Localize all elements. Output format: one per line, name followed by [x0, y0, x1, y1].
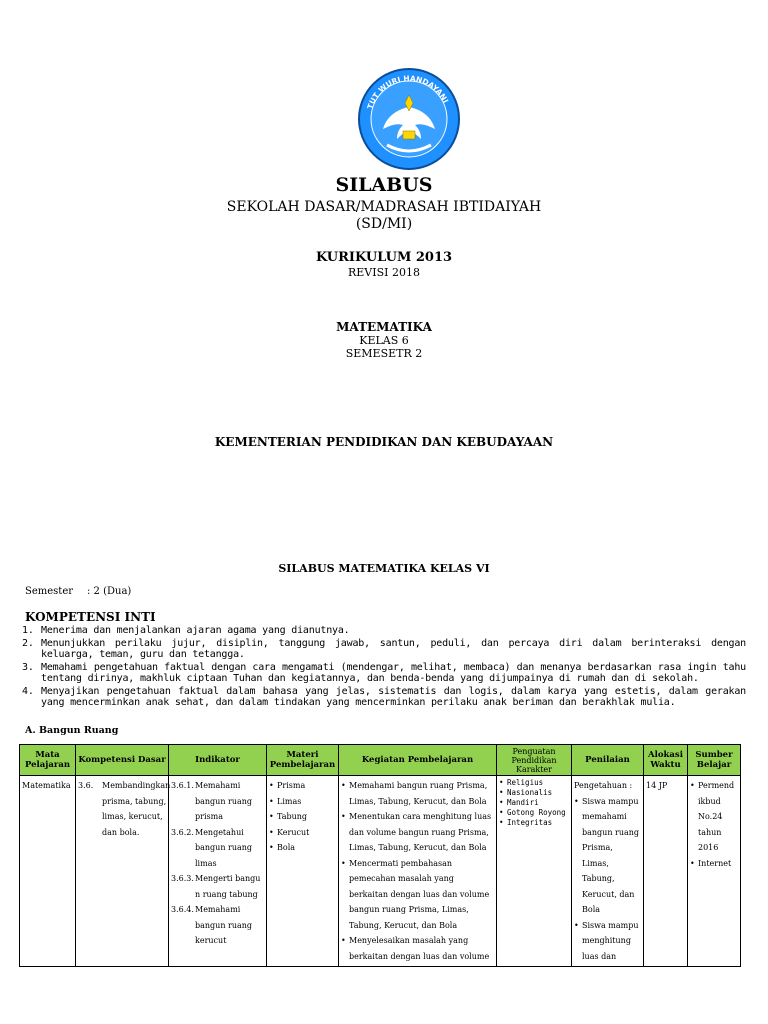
- ki-list: [22, 625, 746, 710]
- kd-num: 3.6.: [78, 781, 94, 790]
- list-item: • Integritas: [499, 818, 553, 827]
- list-item: • Siswa mampu menghitung luas dan: [574, 920, 639, 961]
- header-mata-pelajaran: Mata Pelajaran: [20, 745, 76, 776]
- curriculum: KURIKULUM 2013: [315, 250, 453, 265]
- semester-row: [25, 586, 131, 597]
- school-name: SEKOLAH DASAR/MADRASAH IBTIDAIYAH: [226, 199, 542, 215]
- semester-label: SEMESETR 2: [345, 347, 423, 360]
- list-item: • Siswa mampu memahami bangun ruang Prisma, Limas, Tabung, Kerucut, dan Bola: [574, 796, 640, 914]
- header-kegiatan: Kegiatan Pembelajaran: [339, 745, 497, 776]
- indicator-item: 3.6.2. Mengetahui bangun ruang limas: [171, 827, 253, 868]
- list-item: • Memahami bangun ruang Prisma, Limas, Tabung, Kerucut, dan Bola: [341, 781, 488, 806]
- cell-kd: [76, 776, 169, 967]
- cover-title: SILABUS: [335, 174, 433, 196]
- tut-wuri-handayani-logo: [357, 67, 461, 171]
- cell-assessment: [572, 776, 644, 967]
- ki-item: 4. Menyajikan pengetahuan faktual dalam bahasa yang jelas, sistematis dan logis, dalam karya yang estetis, dalam gerakan yang mencerminkan anak sehat, dan dalam tindakan yang mencerminkan perilaku anak beriman dan berakhlak mulia.: [22, 685, 746, 708]
- ki-item: 1. Menerima dan menjalankan ajaran agama yang dianutnya.: [22, 625, 350, 636]
- header-penilaian: Penilaian: [572, 745, 644, 776]
- syllabus-table: [19, 744, 741, 967]
- list-item: • Menyelesaikan masalah yang berkaitan dengan luas dan volume: [341, 936, 490, 961]
- table-header-row: [20, 745, 741, 776]
- list-item: • Mandiri: [499, 798, 539, 807]
- header-ppk: Penguatan Pendidikan Karakter: [497, 745, 572, 776]
- ki-heading: KOMPETENSI INTI: [25, 610, 156, 624]
- list-item: • Permend ikbud No.24 tahun 2016: [690, 781, 735, 852]
- list-item: • Limas: [269, 796, 302, 806]
- indicator-item: 3.6.4. Memahami bangun ruang kerucut: [171, 905, 253, 945]
- indicator-item: 3.6.1. Memahami bangun ruang prisma: [171, 781, 253, 821]
- list-item: • Mencermati pembahasan pemecahan masalah yang berkaitan dengan luas dan volume bangun ruang Prisma, Limas, Tabung, Kerucut, dan Bola: [341, 858, 490, 930]
- semester-value: : 2 (Dua): [87, 586, 132, 597]
- school-abbr: (SD/MI): [355, 216, 413, 232]
- cell-subject: Matematika: [20, 776, 76, 967]
- ministry-name: KEMENTERIAN PENDIDIKAN DAN KEBUDAYAAN: [214, 435, 554, 449]
- list-item: • Bola: [269, 843, 296, 852]
- table-row: [20, 776, 741, 967]
- list-item: • Tabung: [269, 812, 308, 821]
- logo-motto: TUT WURI HANDAYANI: [365, 73, 451, 111]
- header-kompetensi-dasar: Kompetensi Dasar: [76, 745, 169, 776]
- list-item: • Internet: [690, 858, 732, 868]
- cell-indicators: [169, 776, 267, 967]
- kd-text: Membandingkan prisma, tabung, limas, kerucut, dan bola.: [102, 781, 171, 837]
- cell-activities: [339, 776, 497, 967]
- ki-item: 3. Memahami pengetahuan faktual dengan cara mengamati (mendengar, melihat, membaca) dan menanya berdasarkan rasa ingin tahu tentang dirinya, makhluk ciptaan Tuhan dan kegiatannya, dan benda-benda yang dijumpainya di rumah dan di sekolah.: [22, 661, 746, 684]
- ki-item: 2. Menunjukkan perilaku jujur, disiplin, tanggung jawab, santun, peduli, dan percaya diri dalam berinteraksi dengan keluarga, teman, guru dan tetangga.: [22, 637, 746, 660]
- cell-character: [497, 776, 572, 967]
- list-item: • Religius: [499, 778, 544, 787]
- indicator-item: 3.6.3. Mengerti bangu n ruang tabung: [171, 874, 261, 899]
- assessment-label: Pengetahuan :: [574, 781, 633, 790]
- header-materi: Materi Pembelajaran: [267, 745, 339, 776]
- class-label: KELAS 6: [359, 334, 409, 347]
- list-item: • Nasionalis: [499, 788, 553, 797]
- list-item: • Kerucut: [269, 827, 310, 837]
- list-item: • Prisma: [269, 781, 306, 790]
- cell-time: 14 JP: [644, 776, 688, 967]
- list-item: • Gotong Royong: [499, 808, 566, 817]
- header-alokasi: Alokasi Waktu: [644, 745, 688, 776]
- revision: REVISI 2018: [348, 266, 420, 279]
- semester-key: Semester: [25, 586, 74, 597]
- cell-sources: [688, 776, 741, 967]
- section-a-heading: A. Bangun Ruang: [25, 725, 119, 736]
- subject-title: MATEMATIKA: [336, 320, 432, 334]
- header-sumber: Sumber Belajar: [688, 745, 741, 776]
- header-indikator: Indikator: [169, 745, 267, 776]
- list-item: • Menentukan cara menghitung luas dan volume bangun ruang Prisma, Limas, Tabung, Kerucut, dan Bola: [341, 812, 492, 852]
- cell-materials: [267, 776, 339, 967]
- syllabus-title: SILABUS MATEMATIKA KELAS VI: [278, 562, 490, 575]
